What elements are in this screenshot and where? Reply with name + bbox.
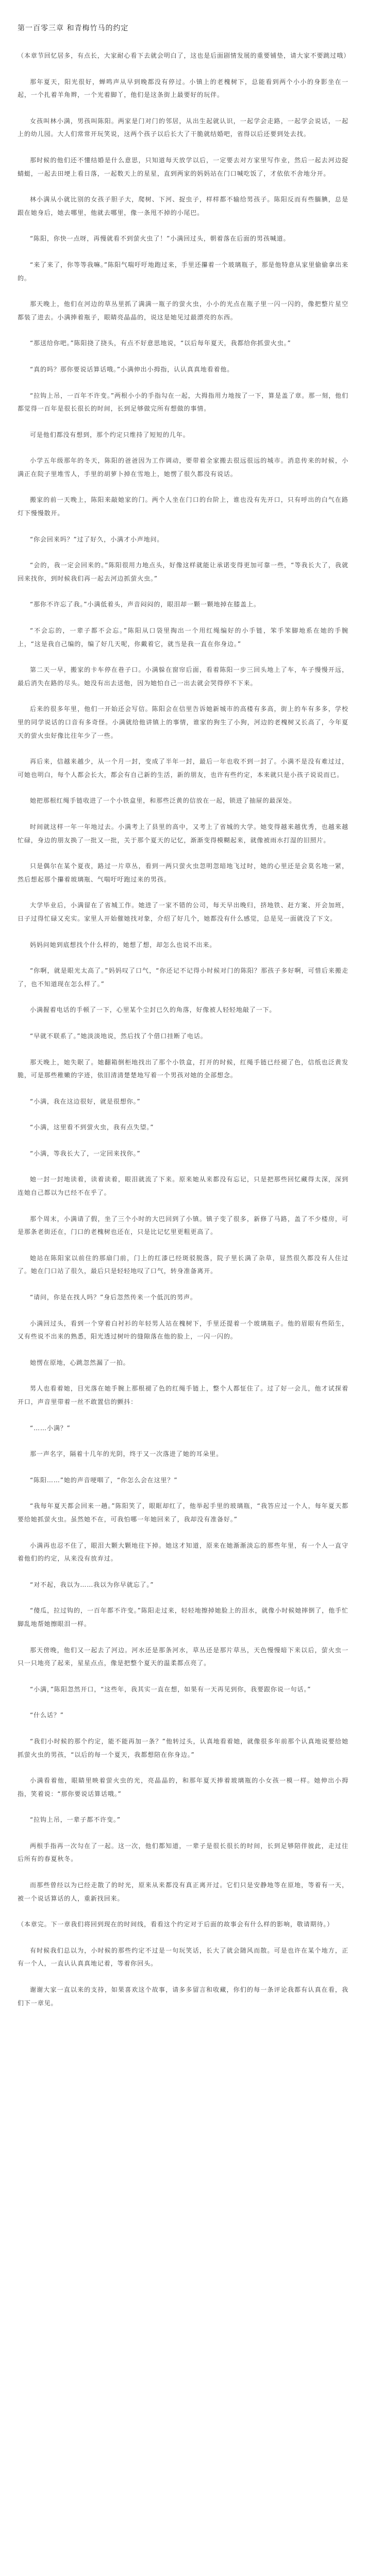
paragraph: 第二天一早，搬家的卡车停在巷子口。小满躲在窗帘后面，看着陈阳一步三回头地上了车，车子慢慢开远，最后消失在路的尽头。她没有出去送他，因为她怕自己一出去就会哭得停不下来。	[18, 666, 348, 687]
paragraph: 小满回过头，看到一个穿着白衬衫的年轻男人站在槐树下，手里还提着一个玻璃瓶子。他的眉眼有些陌生，又有些说不出来的熟悉，阳光透过树叶的缝隙落在他的脸上，一闪一闪的。	[18, 1319, 348, 1341]
paragraph: “什么话？”	[30, 1711, 64, 1719]
paragraph: 男人也看着她，目光落在她手腕上那根褪了色的红绳手链上，整个人都怔住了。过了好一会儿，他才试探着开口，声音里带着一丝不敢置信的颤抖：	[18, 1385, 348, 1405]
paragraph: 她把那根红绳手链收进了一个小铁盒里，和那些泛黄的信放在一起，锁进了抽屉的最深处。	[30, 797, 296, 805]
paragraph: （本章节回忆居多，有点长，大家耐心看下去就会明白了，这也是后面剧情发展的重要铺垫，请大家不要跳过哦）	[18, 52, 351, 59]
paragraph: “小满，”陈阳忽然开口，“这些年，我其实一直在想，如果有一天再见到你，我要跟你说一句话。”	[30, 1685, 311, 1693]
paragraph: “早就不联系了。”她淡淡地说，然后找了个借口挂断了电话。	[30, 1032, 207, 1040]
paragraph: 而那些曾经以为已经走散了的时光，原来从来都没有真正离开过。它们只是安静地等在原地，等着有一天，被一个说话算话的人，重新找回来。	[18, 1882, 348, 1902]
paragraph: 那个周末，小满请了假，坐了三个小时的大巴回到了小镇。镇子变了很多，新修了马路，盖了不少楼房，可是那条老街还在，门口的老槐树也还在，只是比记忆里更粗更高了。	[18, 1215, 348, 1236]
paragraph: 那天傍晚，他们又一起去了河边。河水还是那条河水，草丛还是那片草丛，天色慢慢暗下来以后，萤火虫一只一只地亮了起来，星星点点，像是把整个夏天的温柔都点亮了。	[18, 1646, 348, 1667]
paragraph: “对不起，我以为……我以为你早就忘了。”	[30, 1581, 154, 1588]
paragraph: 时间就这样一年一年地过去。小满考上了县里的高中，又考上了省城的大学。她变得越来越优秀，也越来越忙碌，身边的朋友换了一批又一批，关于那个夏天的记忆，渐渐变得模糊起来，就像被雨水打湿的旧照片。	[18, 823, 348, 844]
paragraph: 小满握着电话的手顿了一下，心里某个尘封已久的角落，好像被人轻轻地敲了一下。	[30, 1006, 276, 1014]
paragraph: 有时候我们总以为，小时候的那些约定不过是一句玩笑话，长大了就会随风而散。可是也许在某个地方，正有一个人，一直认认真真地记着，等着你回头。	[18, 1946, 348, 1968]
paragraph: “拉钩上吊，一辈子都不许变。”	[30, 1816, 121, 1824]
paragraph: “傻瓜，拉过钩的，一百年都不许变。”陈阳走过来，轻轻地擦掉她脸上的泪水，就像小时候她摔倒了，他手忙脚乱地帮她擦眼泪一样。	[18, 1607, 348, 1628]
paragraph: 搬家的前一天晚上，陈阳来敲她家的门。两个人坐在门口的台阶上，谁也没有先开口，只有呼出的白气在路灯下慢慢散开。	[18, 496, 348, 517]
paragraph: “拉钩上吊，一百年不许变。”两根小小的手指勾在一起，大拇指用力地按了一下，算是盖了章。那一刻，他们都觉得一百年是很长很长的时间，长到足够做完所有想做的事情。	[18, 392, 348, 413]
paragraph: “陈阳，你快一点呀，再慢就看不到萤火虫了！”小满回过头，朝着落在后面的男孩喊道。	[30, 235, 290, 243]
paragraph: 那时候的他们还不懂结婚是什么意思，只知道每天放学以后，一定要去对方家里写作业，然后一起去河边捉蜻蜓，一起去田埂上看日落，一起数天上的星星，直到两家的妈妈站在门口喊吃饭了，才依依不舍地分开。	[18, 156, 348, 177]
paragraph: “我每年夏天都会回来一趟。”陈阳笑了，眼眶却红了，他举起手里的玻璃瓶，“我答应过一个人，每年夏天都要给她抓萤火虫。虽然她不在，可我怕哪一年她回来了，我却没有准备好。”	[18, 1502, 348, 1523]
paragraph: 后来的很多年里，他们一开始还会写信。陈阳会在信里告诉她新城市的高楼有多高，街上的车有多多，学校里的同学说话的口音有多奇怪。小满就给他讲镇上的事情，谁家的狗生了小狗，河边的老槐树又长高了，今年夏天的萤火虫好像比往年少了一些。	[18, 705, 348, 739]
paragraph: 谢谢大家一直以来的支持，如果喜欢这个故事，请多多留言和收藏，你们的每一条评论我都有认真在看，我们下一章见。	[18, 1986, 348, 2007]
paragraph: “小满，我在这边很好，就是很想你。”	[30, 1097, 141, 1105]
paragraph: “不会忘的，一辈子都不会忘。”陈阳从口袋里掏出一个用红绳编好的小手链，笨手笨脚地系在她的手腕上，“这是我自己编的，编了好几天呢，你戴着它，就当是我一直在你身边。”	[18, 627, 348, 648]
paragraph: 林小满从小就比别的女孩子胆子大，爬树、下河、捉虫子，样样都不输给男孩子。陈阳反而有些腼腆，总是跟在她身后，她去哪里，他就去哪里，像一条甩不掉的小尾巴。	[18, 196, 348, 216]
paragraph: “小满，等我长大了，一定回来找你。”	[30, 1149, 141, 1157]
paragraph: “你会回来吗？”过了好久，小满才小声地问。	[30, 535, 164, 543]
paragraph: 再后来，信越来越少，从一个月一封，变成了半年一封，最后一年也收不到一封了。小满不是没有难过过，可她也明白，每个人都会长大，都会有自己新的生活，新的朋友，也许有些约定，本来就只是小孩子说说而已。	[18, 758, 348, 778]
chapter-title: 第一百零三章 和青梅竹马的约定	[18, 24, 129, 32]
paragraph: “小满，这里看不到萤火虫，我有点失望。”	[30, 1124, 154, 1131]
paragraph: “你啊，就是眼光太高了。”妈妈叹了口气，“你还记不记得小时候对门的陈阳？那孩子多好啊，可惜后来搬走了，也不知道现在怎么样了。”	[18, 967, 348, 988]
paragraph: “陈阳……”她的声音哽咽了，“你怎么会在这里？”	[30, 1476, 178, 1484]
paragraph: 大学毕业后，小满留在了省城工作。她进了一家不错的公司，每天早出晚归，挤地铁、赶方案、开会加班，日子过得忙碌又充实。家里人开始催她找对象，介绍了好几个，她都没有什么感觉，总是见一面就没了下文。	[18, 902, 348, 922]
paragraph: （本章完。下一章我们将回到现在的时间线，看看这个约定对于后面的故事会有什么样的影响，敬请期待。）	[18, 1921, 334, 1928]
paragraph: “我们小时候的那个约定，能不能再加一条？”他转过头，认真地看着她，就像很多年前那个认真地说要给她抓萤火虫的男孩，“以后的每一个夏天，我都想陪在你身边。”	[18, 1737, 348, 1758]
paragraph: 她一封一封地读着，读着读着，眼泪就流了下来。原来她从来都没有忘记，只是把那些回忆藏得太深，深到连她自己都以为已经不在乎了。	[18, 1176, 348, 1197]
paragraph: “请问，你是在找人吗？”身后忽然传来一个低沉的男声。	[30, 1294, 197, 1301]
paragraph: 小满看着他，眼睛里映着萤火虫的光，亮晶晶的，和那年夏天捧着玻璃瓶的小女孩一模一样。她伸出小拇指，笑着说：“那你要说话算话哦。”	[18, 1777, 348, 1798]
paragraph: 那天晚上，她失眠了。她翻箱倒柜地找出了那个小铁盒，打开的时候，红绳手链已经褪了色，信纸也泛黄发脆，可是那些稚嫩的字迹，依旧清清楚楚地写着一个男孩对她的全部想念。	[18, 1058, 348, 1079]
chapter-body	[18, 49, 351, 2010]
paragraph: 女孩叫林小满，男孩叫陈阳。两家是门对门的邻居，从出生起就认识，一起学会走路，一起学会说话，一起上的幼儿园。大人们常常开玩笑说，这两个孩子以后长大了干脆就结婚吧，省得以后还要到处去找。	[18, 117, 348, 138]
paragraph: 小学五年级那年的冬天，陈阳的爸爸因为工作调动，要带着全家搬去很远很远的城市。消息传来的时候，小满正在院子里堆雪人，手里的胡萝卜掉在雪地上，她愣了很久都没有说话。	[18, 457, 348, 478]
paragraph: “真的吗？那你要说话算话哦。”小满伸出小拇指，认认真真地看着他。	[30, 365, 234, 373]
paragraph: 她站在陈阳家以前住的那扇门前，门上的红漆已经斑驳脱落，院子里长满了杂草，显然很久都没有人住过了。她在门口站了很久，最后只是轻轻地叹了口气，转身准备离开。	[18, 1254, 348, 1275]
paragraph: “那你不许忘了我。”小满低着头，声音闷闷的，眼泪却一颗一颗地掉在膝盖上。	[30, 601, 260, 608]
paragraph: 妈妈问她到底想找个什么样的，她想了想，却怎么也说不出来。	[30, 941, 217, 948]
paragraph: “那送给你吧。”陈阳挠了挠头，有点不好意思地说，“以后每年夏天，我都给你抓萤火虫。”	[30, 340, 291, 347]
paragraph: 可是他们都没有想到，那个约定只维持了短短的几年。	[30, 431, 190, 438]
paragraph: 那一声名字，隔着十几年的光阴，终于又一次落进了她的耳朵里。	[30, 1450, 223, 1458]
paragraph: 两根手指再一次勾在了一起。这一次，他们都知道，一辈子是很长很长的时间，长到足够陪伴彼此，走过往后所有的春夏秋冬。	[18, 1842, 348, 1863]
paragraph: “会的，我一定会回来的。”陈阳很用力地点头，好像这样就能让承诺变得更加可靠一些，“等我长大了，我就回来找你，到时候我们再一起去河边抓萤火虫。”	[18, 562, 348, 582]
paragraph: “……小满？”	[30, 1424, 71, 1432]
paragraph: 那天晚上，他们在河边的草丛里抓了满满一瓶子的萤火虫，小小的光点在瓶子里一闪一闪的，像把整片星空都装了进去。小满捧着瓶子，眼睛亮晶晶的，说这是她见过最漂亮的东西。	[18, 300, 348, 321]
paragraph: 小满再也忍不住了，眼泪大颗大颗地往下掉。她这才知道，原来在她渐渐淡忘的那些年里，有一个人一直守着他们的约定，从来没有放弃过。	[18, 1541, 348, 1563]
paragraph: “来了来了，你等等我嘛。”陈阳气喘吁吁地跑过来，手里还攥着一个玻璃瓶子，那是他特意从家里偷偷拿出来的。	[18, 261, 348, 282]
paragraph: 只是偶尔在某个夏夜，路过一片草丛，看到一两只萤火虫忽明忽暗地飞过时，她的心里还是会莫名地一紧，然后想起那个攥着玻璃瓶、气喘吁吁跑过来的男孩。	[18, 862, 348, 883]
paragraph: 她愣在原地，心跳忽然漏了一拍。	[30, 1359, 130, 1366]
paragraph: 那年夏天，阳光很好，蝉鸣声从早到晚都没有停过。小镇上的老槐树下，总能看到两个小小的身影坐在一起，一个扎着羊角辫，一个光着脚丫，他们是这条街上最要好的玩伴。	[18, 78, 348, 99]
